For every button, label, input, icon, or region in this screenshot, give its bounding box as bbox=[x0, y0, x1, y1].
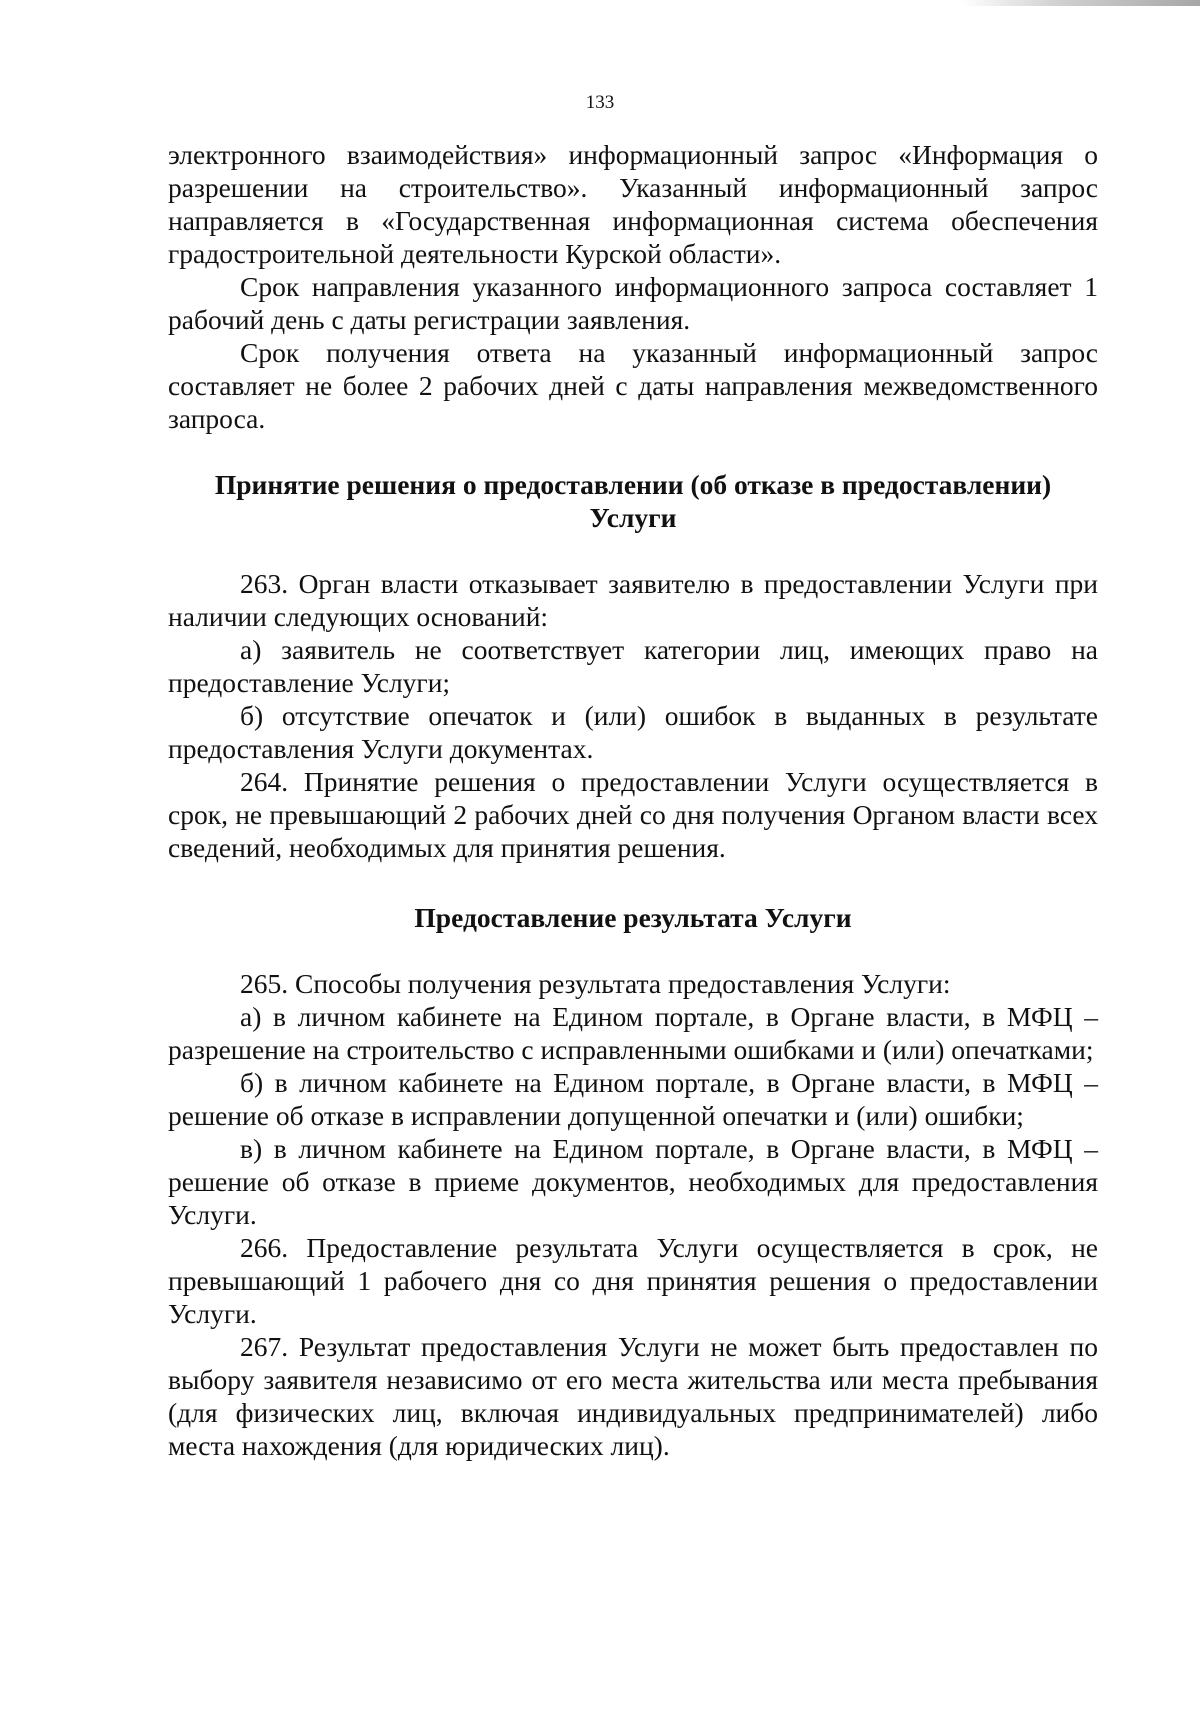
result-section bbox=[168, 901, 1098, 1462]
scan-edge-mark bbox=[960, 0, 1200, 6]
paragraph-263: 263. Орган власти отказывает заявителю в предоставлении Услуги при наличии следующих оснований: bbox=[168, 568, 1098, 632]
paragraph-265-v: в) в личном кабинете на Едином портале, в Органе власти, в МФЦ – решение об отказе в приеме документов, необходимых для предоставления Услуги. bbox=[168, 1133, 1098, 1230]
result-heading: Предоставление результата Услуги bbox=[414, 902, 852, 933]
paragraph-265-b: б) в личном кабинете на Едином портале, в Органе власти, в МФЦ – решение об отказе в исправлении допущенной опечатки и (или) ошибки; bbox=[168, 1067, 1098, 1131]
document-body bbox=[168, 138, 1098, 1462]
intro-paragraph-2: Срок направления указанного информационного запроса составляет 1 рабочий день с даты регистрации заявления. bbox=[168, 271, 1098, 335]
paragraph-265: 265. Способы получения результата предоставления Услуги: bbox=[240, 968, 951, 999]
intro-paragraph-1: электронного взаимодействия» информационный запрос «Информация о разрешении на строительство». Указанный информационный запрос направляется в «Государственная информационная система обеспечения градостроительной деятельности Курской области». bbox=[168, 139, 1098, 269]
paragraph-264: 264. Принятие решения о предоставлении Услуги осуществляется в срок, не превышающий 2 рабочих дней со дня получения Органом власти всех сведений, необходимых для принятия решения. bbox=[168, 766, 1098, 863]
decision-heading-line-2: Услуги bbox=[589, 502, 677, 533]
decision-section bbox=[168, 468, 1098, 864]
paragraph-263-a: а) заявитель не соответствует категории лиц, имеющих право на предоставление Услуги; bbox=[168, 634, 1098, 698]
intro-paragraph-3: Срок получения ответа на указанный информационный запрос составляет не более 2 рабочих дней с даты направления межведомственного запроса. bbox=[168, 337, 1098, 434]
page-number: 133 bbox=[585, 92, 615, 113]
paragraph-267: 267. Результат предоставления Услуги не может быть предоставлен по выбору заявителя независимо от его места жительства или места пребывания (для физических лиц, включая индивидуальных предпринимателей) либо места нахождения (для юридических лиц). bbox=[168, 1331, 1098, 1461]
paragraph-266: 266. Предоставление результата Услуги осуществляется в срок, не превышающий 1 рабочего дня со дня принятия решения о предоставлении Услуги. bbox=[168, 1232, 1098, 1329]
paragraph-263-b: б) отсутствие опечаток и (или) ошибок в выданных в результате предоставления Услуги документах. bbox=[168, 700, 1098, 764]
paragraph-265-a: а) в личном кабинете на Едином портале, в Органе власти, в МФЦ – разрешение на строительство с исправленными ошибками и (или) опечатками; bbox=[168, 1001, 1098, 1065]
decision-heading-line-1: Принятие решения о предоставлении (об отказе в предоставлении) bbox=[214, 469, 1052, 500]
